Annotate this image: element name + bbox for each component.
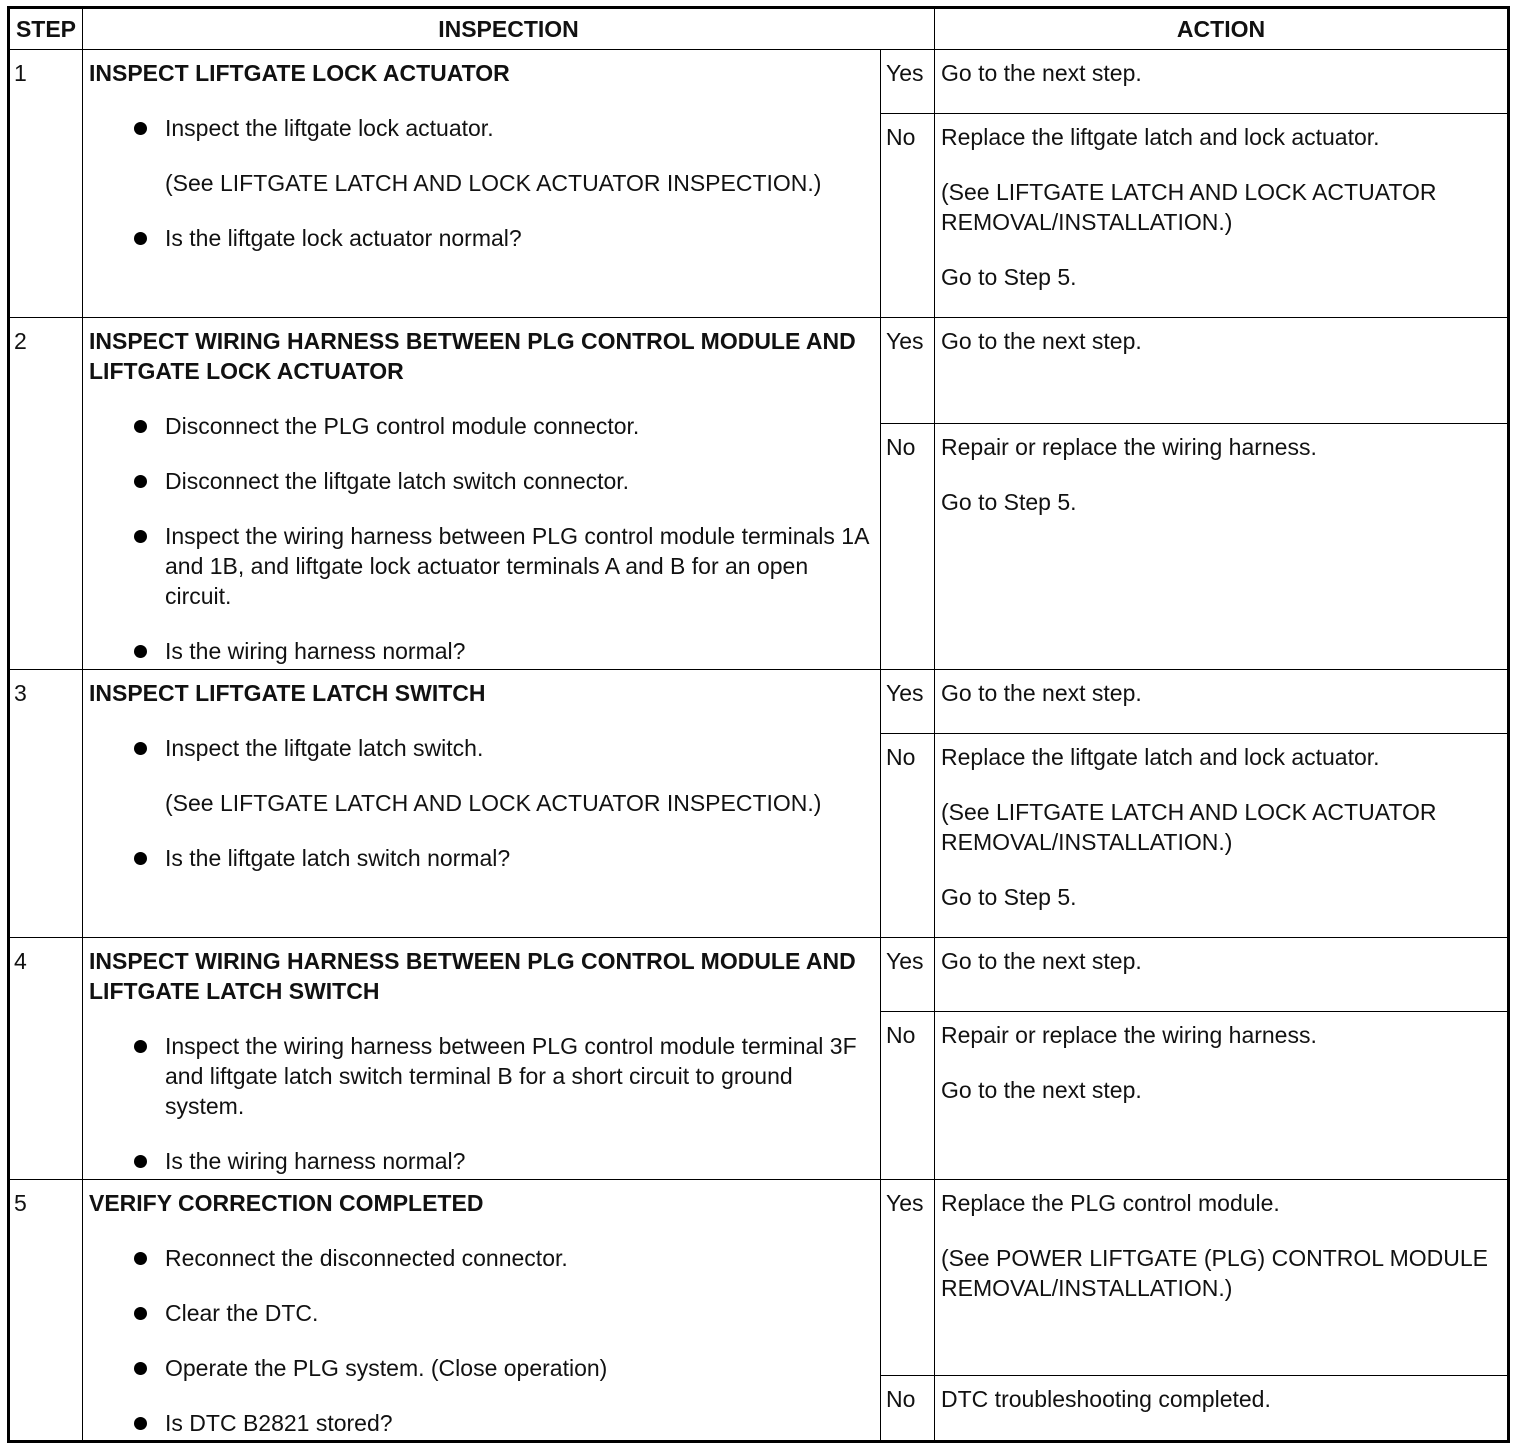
step-title: INSPECT WIRING HARNESS BETWEEN PLG CONTROL MODULE AND LIFTGATE LOCK ACTUATOR (89, 328, 856, 384)
bullet-item (89, 636, 870, 666)
bullet-list (89, 411, 870, 666)
action-line: Go to the next step. (941, 948, 1142, 974)
header-inspection: INSPECTION (83, 8, 935, 50)
bullet-text: Inspect the liftgate latch switch. (165, 735, 484, 761)
bullet-item (89, 1146, 870, 1176)
header-row (9, 8, 1509, 50)
action-line: Go to the next step. (941, 1077, 1142, 1103)
bullet-text: Inspect the wiring harness between PLG control module terminal 3F and liftgate latch switch terminal B for a short circuit to ground system. (165, 1033, 857, 1119)
inspection-cell (83, 670, 881, 938)
bullet-list (89, 1243, 870, 1438)
yes-action (935, 938, 1509, 1012)
no-label: No (881, 1012, 935, 1180)
bullet-item (89, 1031, 870, 1121)
bullet-text: Reconnect the disconnected connector. (165, 1245, 568, 1271)
inspection-cell (83, 50, 881, 318)
bullet-text: Disconnect the liftgate latch switch connector. (165, 468, 630, 494)
bullet-item (89, 1298, 870, 1328)
bullet-item (89, 1243, 870, 1273)
action-line: (See LIFTGATE LATCH AND LOCK ACTUATOR REMOVAL/INSTALLATION.) (941, 799, 1437, 855)
step-number: 3 (9, 670, 83, 938)
action-line: Replace the liftgate latch and lock actuator. (941, 124, 1380, 150)
action-line: Go to Step 5. (941, 264, 1077, 290)
header-action: ACTION (935, 8, 1509, 50)
bullet-item (89, 1353, 870, 1383)
step-title: INSPECT WIRING HARNESS BETWEEN PLG CONTROL MODULE AND LIFTGATE LATCH SWITCH (89, 948, 856, 1004)
bullet-list (89, 733, 870, 873)
bullet-item (89, 411, 870, 441)
table-row (9, 50, 1509, 114)
action-line: Go to the next step. (941, 328, 1142, 354)
yes-action (935, 50, 1509, 114)
yes-label: Yes (881, 50, 935, 114)
yes-action (935, 670, 1509, 734)
bullet-text: Disconnect the PLG control module connector. (165, 413, 640, 439)
step-number: 2 (9, 318, 83, 670)
bullet-item (89, 733, 870, 818)
table-row (9, 670, 1509, 734)
action-line: Repair or replace the wiring harness. (941, 434, 1317, 460)
table-row (9, 318, 1509, 424)
bullet-item (89, 843, 870, 873)
action-line: DTC troubleshooting completed. (941, 1386, 1271, 1412)
no-label: No (881, 734, 935, 938)
action-line: Go to Step 5. (941, 884, 1077, 910)
inspection-cell (83, 938, 881, 1180)
action-line: (See LIFTGATE LATCH AND LOCK ACTUATOR REMOVAL/INSTALLATION.) (941, 179, 1437, 235)
bullet-note: (See LIFTGATE LATCH AND LOCK ACTUATOR INSPECTION.) (165, 790, 822, 816)
bullet-text: Is the wiring harness normal? (165, 638, 466, 664)
step-title: INSPECT LIFTGATE LATCH SWITCH (89, 680, 486, 706)
step-number: 4 (9, 938, 83, 1180)
inspection-cell (83, 318, 881, 670)
table-body (9, 50, 1509, 1442)
yes-action (935, 1180, 1509, 1376)
table-row (9, 1180, 1509, 1376)
bullet-text: Is the liftgate lock actuator normal? (165, 225, 522, 251)
action-line: Go to the next step. (941, 680, 1142, 706)
yes-action (935, 318, 1509, 424)
bullet-text: Inspect the wiring harness between PLG control module terminals 1A and 1B, and liftgate lock actuator terminals A and B for an open circuit. (165, 523, 869, 609)
yes-label: Yes (881, 318, 935, 424)
inspection-cell (83, 1180, 881, 1442)
bullet-note: (See LIFTGATE LATCH AND LOCK ACTUATOR INSPECTION.) (165, 170, 822, 196)
action-line: Repair or replace the wiring harness. (941, 1022, 1317, 1048)
no-action (935, 734, 1509, 938)
action-line: Replace the PLG control module. (941, 1190, 1280, 1216)
action-line: Go to Step 5. (941, 489, 1077, 515)
no-action (935, 114, 1509, 318)
step-title: INSPECT LIFTGATE LOCK ACTUATOR (89, 60, 510, 86)
step-number: 1 (9, 50, 83, 318)
bullet-item (89, 1408, 870, 1438)
no-action (935, 1376, 1509, 1442)
yes-label: Yes (881, 670, 935, 734)
no-action (935, 1012, 1509, 1180)
step-title: VERIFY CORRECTION COMPLETED (89, 1190, 484, 1216)
bullet-text: Inspect the liftgate lock actuator. (165, 115, 494, 141)
bullet-item (89, 223, 870, 253)
step-number: 5 (9, 1180, 83, 1442)
bullet-text: Is the liftgate latch switch normal? (165, 845, 511, 871)
no-label: No (881, 424, 935, 670)
action-line: (See POWER LIFTGATE (PLG) CONTROL MODULE REMOVAL/INSTALLATION.) (941, 1245, 1488, 1301)
action-line: Replace the liftgate latch and lock actuator. (941, 744, 1380, 770)
header-step: STEP (9, 8, 83, 50)
bullet-list (89, 113, 870, 253)
bullet-text: Is the wiring harness normal? (165, 1148, 466, 1174)
yes-label: Yes (881, 938, 935, 1012)
action-line: Go to the next step. (941, 60, 1142, 86)
bullet-item (89, 113, 870, 198)
bullet-list (89, 1031, 870, 1176)
bullet-item (89, 466, 870, 496)
no-label: No (881, 114, 935, 318)
bullet-text: Clear the DTC. (165, 1300, 319, 1326)
bullet-item (89, 521, 870, 611)
table-row (9, 938, 1509, 1012)
troubleshooting-table (7, 6, 1510, 1443)
no-action (935, 424, 1509, 670)
bullet-text: Is DTC B2821 stored? (165, 1410, 393, 1436)
yes-label: Yes (881, 1180, 935, 1376)
bullet-text: Operate the PLG system. (Close operation) (165, 1355, 608, 1381)
no-label: No (881, 1376, 935, 1442)
